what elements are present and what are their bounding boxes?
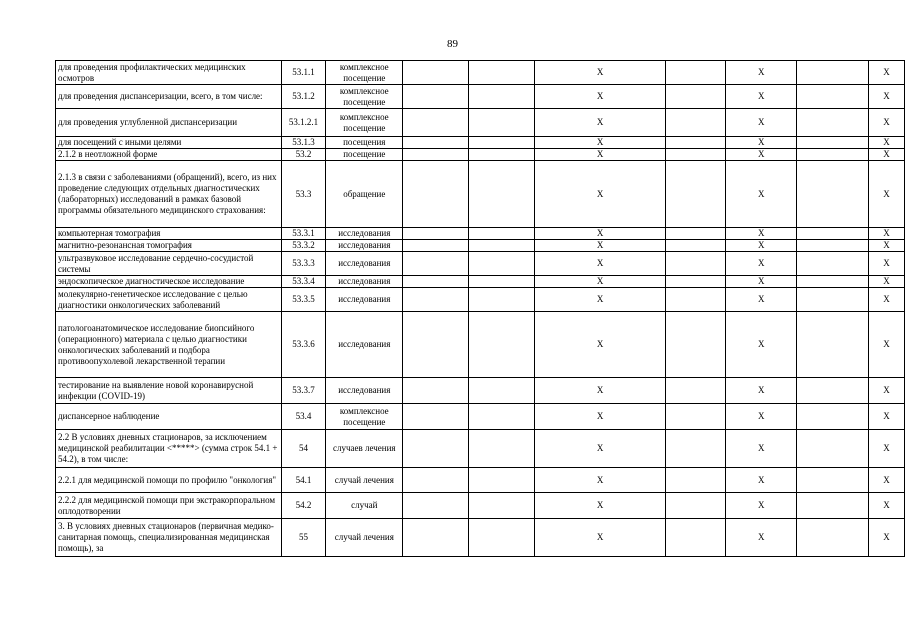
row-code-cell: 53.1.2 (281, 85, 326, 109)
row-unit-cell: обращение (326, 161, 403, 228)
empty-cell (403, 109, 469, 137)
row-unit-cell: комплексное посещение (326, 404, 403, 430)
row-unit-cell: исследования (326, 288, 403, 312)
x-mark-cell: X (869, 61, 905, 85)
x-mark-cell: X (535, 468, 665, 493)
table-row (56, 493, 905, 519)
row-unit-cell: исследования (326, 312, 403, 378)
row-code-cell: 53.1.1 (281, 61, 326, 85)
table-row (56, 61, 905, 85)
empty-cell (469, 85, 535, 109)
row-code-cell: 53.1.2.1 (281, 109, 326, 137)
table-row (56, 228, 905, 240)
x-mark-cell: X (535, 149, 665, 161)
empty-cell (665, 149, 725, 161)
row-code-cell: 53.3 (281, 161, 326, 228)
row-name-cell: молекулярно-генетическое исследование с целью диагностики онкологических заболеваний (56, 288, 282, 312)
row-code-cell: 54.2 (281, 493, 326, 519)
x-mark-cell: X (726, 149, 797, 161)
empty-cell (665, 85, 725, 109)
empty-cell (797, 378, 869, 404)
x-mark-cell: X (726, 519, 797, 557)
x-mark-cell: X (535, 61, 665, 85)
empty-cell (403, 61, 469, 85)
x-mark-cell: X (869, 378, 905, 404)
x-mark-cell: X (726, 240, 797, 252)
x-mark-cell: X (869, 85, 905, 109)
x-mark-cell: X (726, 161, 797, 228)
row-name-cell: 2.1.3 в связи с заболеваниями (обращений), всего, из них проведение следующих отдельных диагностических (лабораторных) исследований в рамках базовой программы обязательного медицинского страхования: (56, 161, 282, 228)
table-row (56, 430, 905, 468)
row-code-cell: 54.1 (281, 468, 326, 493)
empty-cell (797, 85, 869, 109)
row-code-cell: 54 (281, 430, 326, 468)
empty-cell (797, 288, 869, 312)
x-mark-cell: X (726, 276, 797, 288)
empty-cell (469, 288, 535, 312)
empty-cell (665, 493, 725, 519)
row-code-cell: 53.3.4 (281, 276, 326, 288)
empty-cell (403, 493, 469, 519)
empty-cell (469, 109, 535, 137)
row-name-cell: 2.2.1 для медицинской помощи по профилю "онкология" (56, 468, 282, 493)
empty-cell (403, 137, 469, 149)
empty-cell (665, 240, 725, 252)
empty-cell (665, 161, 725, 228)
x-mark-cell: X (726, 404, 797, 430)
empty-cell (797, 430, 869, 468)
x-mark-cell: X (535, 312, 665, 378)
row-name-cell: магнитно-резонансная томография (56, 240, 282, 252)
empty-cell (469, 252, 535, 276)
row-unit-cell: исследования (326, 228, 403, 240)
x-mark-cell: X (535, 288, 665, 312)
empty-cell (665, 519, 725, 557)
x-mark-cell: X (535, 252, 665, 276)
table-row (56, 276, 905, 288)
x-mark-cell: X (869, 493, 905, 519)
page-number: 89 (447, 38, 458, 50)
empty-cell (403, 240, 469, 252)
row-name-cell: для проведения профилактических медицинских осмотров (56, 61, 282, 85)
empty-cell (469, 228, 535, 240)
x-mark-cell: X (535, 493, 665, 519)
empty-cell (403, 85, 469, 109)
x-mark-cell: X (535, 137, 665, 149)
table-row (56, 161, 905, 228)
x-mark-cell: X (535, 519, 665, 557)
empty-cell (797, 252, 869, 276)
empty-cell (797, 493, 869, 519)
empty-cell (403, 252, 469, 276)
x-mark-cell: X (869, 240, 905, 252)
empty-cell (469, 430, 535, 468)
table-row (56, 288, 905, 312)
empty-cell (797, 109, 869, 137)
x-mark-cell: X (535, 161, 665, 228)
x-mark-cell: X (535, 240, 665, 252)
empty-cell (665, 468, 725, 493)
x-mark-cell: X (726, 288, 797, 312)
x-mark-cell: X (726, 137, 797, 149)
x-mark-cell: X (726, 252, 797, 276)
x-mark-cell: X (726, 468, 797, 493)
x-mark-cell: X (869, 288, 905, 312)
table-row (56, 404, 905, 430)
x-mark-cell: X (726, 228, 797, 240)
x-mark-cell: X (535, 378, 665, 404)
x-mark-cell: X (726, 378, 797, 404)
row-name-cell: эндоскопическое диагностическое исследование (56, 276, 282, 288)
row-name-cell: 2.2.2 для медицинской помощи при экстракорпоральном оплодотворении (56, 493, 282, 519)
row-unit-cell: исследования (326, 378, 403, 404)
row-name-cell: для проведения углубленной диспансеризации (56, 109, 282, 137)
row-name-cell: патологоанатомическое исследование биопсийного (операционного) материала с целью диагностики онкологических заболеваний и подбора противоопухолевой лекарственной терапии (56, 312, 282, 378)
empty-cell (797, 312, 869, 378)
empty-cell (403, 276, 469, 288)
row-name-cell: 2.1.2 в неотложной форме (56, 149, 282, 161)
empty-cell (665, 228, 725, 240)
table-row (56, 378, 905, 404)
row-code-cell: 53.3.2 (281, 240, 326, 252)
x-mark-cell: X (869, 137, 905, 149)
empty-cell (469, 137, 535, 149)
empty-cell (665, 430, 725, 468)
empty-cell (797, 276, 869, 288)
x-mark-cell: X (869, 519, 905, 557)
table-row (56, 137, 905, 149)
x-mark-cell: X (869, 430, 905, 468)
empty-cell (469, 519, 535, 557)
row-name-cell: 2.2 В условиях дневных стационаров, за исключением медицинской реабилитации <*****> (сумма строк 54.1 + 54.2), в том числе: (56, 430, 282, 468)
row-unit-cell: исследования (326, 240, 403, 252)
empty-cell (469, 161, 535, 228)
row-unit-cell: посещение (326, 149, 403, 161)
empty-cell (403, 228, 469, 240)
row-unit-cell: исследования (326, 276, 403, 288)
x-mark-cell: X (869, 252, 905, 276)
empty-cell (797, 519, 869, 557)
empty-cell (469, 378, 535, 404)
x-mark-cell: X (869, 468, 905, 493)
row-code-cell: 53.4 (281, 404, 326, 430)
empty-cell (665, 378, 725, 404)
x-mark-cell: X (726, 85, 797, 109)
empty-cell (797, 149, 869, 161)
row-name-cell: ультразвуковое исследование сердечно-сосудистой системы (56, 252, 282, 276)
row-unit-cell: случай (326, 493, 403, 519)
row-code-cell: 53.2 (281, 149, 326, 161)
empty-cell (665, 276, 725, 288)
row-unit-cell: исследования (326, 252, 403, 276)
empty-cell (797, 161, 869, 228)
x-mark-cell: X (535, 276, 665, 288)
x-mark-cell: X (869, 109, 905, 137)
empty-cell (469, 61, 535, 85)
empty-cell (797, 240, 869, 252)
x-mark-cell: X (869, 161, 905, 228)
empty-cell (797, 61, 869, 85)
empty-cell (403, 519, 469, 557)
row-code-cell: 53.3.7 (281, 378, 326, 404)
data-table (55, 60, 905, 557)
empty-cell (403, 312, 469, 378)
x-mark-cell: X (726, 493, 797, 519)
row-code-cell: 53.3.3 (281, 252, 326, 276)
empty-cell (403, 404, 469, 430)
table-row (56, 149, 905, 161)
x-mark-cell: X (535, 430, 665, 468)
x-mark-cell: X (535, 85, 665, 109)
row-unit-cell: комплексное посещение (326, 61, 403, 85)
x-mark-cell: X (869, 276, 905, 288)
row-name-cell: диспансерное наблюдение (56, 404, 282, 430)
empty-cell (469, 240, 535, 252)
x-mark-cell: X (869, 312, 905, 378)
empty-cell (665, 109, 725, 137)
empty-cell (403, 288, 469, 312)
empty-cell (403, 161, 469, 228)
row-unit-cell: случаев лечения (326, 430, 403, 468)
row-name-cell: для посещений с иными целями (56, 137, 282, 149)
empty-cell (797, 137, 869, 149)
empty-cell (403, 468, 469, 493)
empty-cell (403, 149, 469, 161)
empty-cell (469, 493, 535, 519)
row-code-cell: 55 (281, 519, 326, 557)
x-mark-cell: X (535, 404, 665, 430)
row-code-cell: 53.3.6 (281, 312, 326, 378)
row-name-cell: 3. В условиях дневных стационаров (первичная медико-санитарная помощь, специализированная медицинская помощь), за (56, 519, 282, 557)
row-unit-cell: посещения (326, 137, 403, 149)
x-mark-cell: X (726, 312, 797, 378)
empty-cell (403, 430, 469, 468)
empty-cell (469, 404, 535, 430)
row-code-cell: 53.3.1 (281, 228, 326, 240)
empty-cell (469, 276, 535, 288)
x-mark-cell: X (726, 61, 797, 85)
x-mark-cell: X (726, 430, 797, 468)
row-code-cell: 53.1.3 (281, 137, 326, 149)
empty-cell (469, 149, 535, 161)
row-name-cell: тестирование на выявление новой коронавирусной инфекции (COVID-19) (56, 378, 282, 404)
x-mark-cell: X (869, 404, 905, 430)
table-row (56, 312, 905, 378)
empty-cell (797, 468, 869, 493)
row-code-cell: 53.3.5 (281, 288, 326, 312)
empty-cell (665, 404, 725, 430)
table-row (56, 468, 905, 493)
empty-cell (469, 468, 535, 493)
x-mark-cell: X (535, 228, 665, 240)
x-mark-cell: X (869, 149, 905, 161)
empty-cell (665, 137, 725, 149)
empty-cell (665, 61, 725, 85)
row-unit-cell: комплексное посещение (326, 85, 403, 109)
empty-cell (797, 228, 869, 240)
table-row (56, 109, 905, 137)
empty-cell (403, 378, 469, 404)
row-name-cell: компьютерная томография (56, 228, 282, 240)
table-row (56, 252, 905, 276)
empty-cell (469, 312, 535, 378)
x-mark-cell: X (869, 228, 905, 240)
table-row (56, 240, 905, 252)
x-mark-cell: X (726, 109, 797, 137)
row-unit-cell: случай лечения (326, 468, 403, 493)
empty-cell (665, 312, 725, 378)
row-unit-cell: случай лечения (326, 519, 403, 557)
row-unit-cell: комплексное посещение (326, 109, 403, 137)
row-name-cell: для проведения диспансеризации, всего, в том числе: (56, 85, 282, 109)
table-row (56, 519, 905, 557)
empty-cell (797, 404, 869, 430)
x-mark-cell: X (535, 109, 665, 137)
empty-cell (665, 252, 725, 276)
table-row (56, 85, 905, 109)
empty-cell (665, 288, 725, 312)
